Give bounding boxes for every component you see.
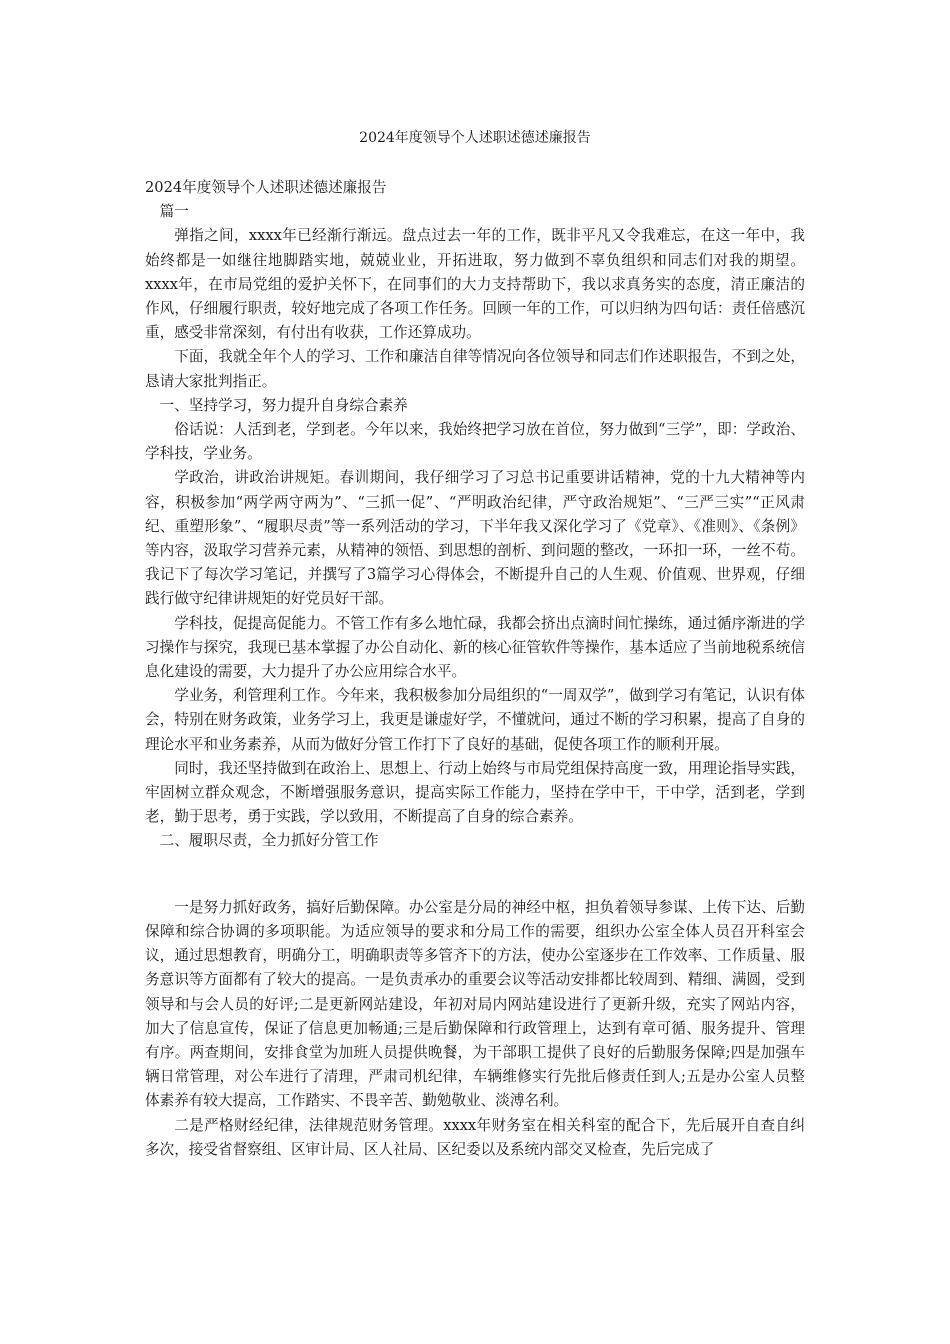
part-label: 篇一 <box>159 203 189 221</box>
paragraph-study-intro: 俗话说：人活到老，学到老。今年以来，我始终把学习放在首位，努力做到“三学”，即：学政治、学科技，学业务。 <box>145 421 805 463</box>
document-title: 2024年度领导个人述职述德述廉报告 <box>359 130 591 146</box>
paragraph-study-technology: 学科技，促提高促能力。不管工作有多么地忙碌，我都会挤出点滴时间忙操练，通过循序渐进的学习操作与探究，我现已基本掌握了办公自动化、新的核心征管软件等操作，基本适应了当前地税系统信息化建设的需要，大力提升了办公应用综合水平。 <box>145 614 805 681</box>
paragraph-study-summary: 同时，我还坚持做到在政治上、思想上、行动上始终与市局党组保持高度一致，用理论指导实践，牢固树立群众观念，不断增强服务意识，提高实际工作能力，坚持在学中干，干中学，活到老，学到老，勤于思考，勇于实践，学以致用，不断提高了自身的综合素养。 <box>145 759 805 826</box>
section-gap <box>145 854 805 896</box>
paragraph-intro: 弹指之间，xxxx年已经渐行渐远。盘点过去一年的工作，既非平凡又令我难忘，在这一年中，我始终都是一如继往地脚踏实地，兢兢业业，开拓进取，努力做到不辜负组织和同志们对我的期望。xxxx年，在市局党组的爱护关怀下，在同事们的大力支持帮助下，我以求真务实的态度，清正廉洁的作风，仔细履行职责，较好地完成了各项工作任务。回顾一年的工作，可以归纳为四句话：责任倍感沉重，感受非常深刻，有付出有收获，工作还算成功。 <box>145 227 805 342</box>
document-body <box>145 176 805 1162</box>
document-subtitle: 2024年度领导个人述职述德述廉报告 <box>145 179 387 196</box>
paragraph-overview: 下面，我就全年个人的学习、工作和廉洁自律等情况向各位领导和同志们作述职报告，不到之处，恳请大家批判指正。 <box>145 348 805 390</box>
section-heading-1: 一、坚持学习，努力提升自身综合素养 <box>159 396 408 414</box>
paragraph-finance-work: 二是严格财经纪律，法律规范财务管理。xxxx年财务室在相关科室的配合下，先后展开自查自纠多次，接受省督察组、区审计局、区人社局、区纪委以及系统内部交叉检查，先后完成了 <box>145 1116 805 1158</box>
paragraph-study-politics: 学政治，讲政治讲规矩。春训期间，我仔细学习了习总书记重要讲话精神，党的十九大精神等内容，积极参加“两学两守两为”、“三抓一促”、“严明政治纪律，严守政治规矩”、“三严三实”“正风肃纪、重塑形象”、“履职尽责”等一系列活动的学习，下半年我又深化学习了《党章》、《准则》、《条例》等内容，汲取学习营养元素，从精神的领悟、到思想的剖析、到问题的整改，一环扣一环，一丝不苟。我记下了每次学习笔记，并撰写了3篇学习心得体会，不断提升自己的人生观、价值观、世界观，仔细践行做守纪律讲规矩的好党员好干部。 <box>145 469 805 608</box>
paragraph-office-work: 一是努力抓好政务，搞好后勤保障。办公室是分局的神经中枢，担负着领导参谋、上传下达、后勤保障和综合协调的多项职能。为适应领导的要求和分局工作的需要，组织办公室全体人员召开科室会议，通过思想教育，明确分工，明确职责等多管齐下的方法，使办公室逐步在工作效率、工作质量、服务意识等方面都有了较大的提高。一是负责承办的重要会议等活动安排都比较周到、精细、满圆，受到领导和与会人员的好评;二是更新网站建设，年初对局内网站建设进行了更新升级，充实了网站内容，加大了信息宣传，保证了信息更加畅通;三是后勤保障和行政管理上，达到有章可循、服务提升、管理有序。两查期间，安排食堂为加班人员提供晚餐，为干部职工提供了良好的后勤服务保障;四是加强车辆日常管理，对公车进行了清理，严肃司机纪律，车辆维修实行先批后修责任到人;五是办公室人员整体素养有较大提高，工作踏实、不畏辛苦、勤勉敬业、淡溥名利。 <box>145 898 805 1110</box>
paragraph-study-business: 学业务，利管理利工作。今年来，我积极参加分局组织的“一周双学”，做到学习有笔记，认识有体会，特别在财务政策，业务学习上，我更是谦虚好学，不懂就问，通过不断的学习积累，提高了自身的理论水平和业务素养，从而为做好分管工作打下了良好的基础，促使各项工作的顺利开展。 <box>145 687 805 753</box>
section-heading-2: 二、履职尽责，全力抓好分管工作 <box>159 832 379 850</box>
